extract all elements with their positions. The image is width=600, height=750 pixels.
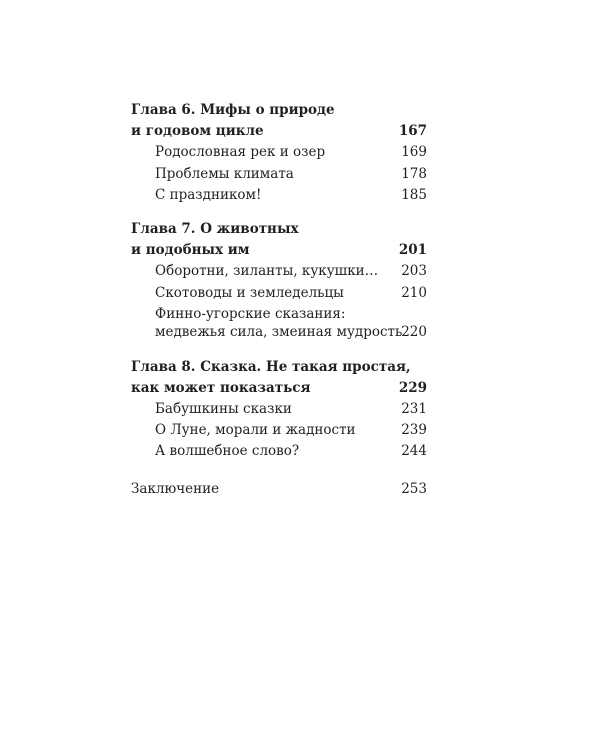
entry-page-number: 185 — [401, 187, 427, 203]
chapter-7-title-line-1 — [131, 218, 427, 240]
toc-entry — [155, 184, 427, 206]
entry-page-number: 203 — [401, 263, 427, 279]
entry-label: А волшебное слово? — [155, 443, 300, 459]
chapter-page-number: 201 — [398, 242, 427, 258]
chapter-title-text: Глава 7. О животных — [131, 221, 299, 237]
entry-label: Оборотни, зиланты, кукушки… — [155, 263, 379, 279]
entry-label: О Луне, морали и жадности — [155, 422, 356, 438]
chapter-page-number: 229 — [398, 380, 427, 396]
conclusion-entry — [131, 478, 427, 500]
toc-entry — [155, 260, 427, 282]
chapter-7-title-line-2 — [131, 239, 427, 261]
toc-entry — [155, 398, 427, 420]
entry-page-number: 178 — [401, 166, 427, 182]
chapter-6-title-line-1 — [131, 99, 427, 121]
chapter-8-title-line-2 — [131, 377, 427, 399]
entry-label: Скотоводы и земледельцы — [155, 285, 344, 301]
entry-label: медвежья сила, змеиная мудрость — [155, 324, 403, 340]
entry-label: Бабушкины сказки — [155, 401, 292, 417]
entry-label: С праздником! — [155, 187, 262, 203]
entry-page-number: 210 — [401, 285, 427, 301]
chapter-title-text: как может показаться — [131, 380, 311, 396]
entry-label: Родословная рек и озер — [155, 144, 326, 160]
entry-page-number: 220 — [401, 324, 427, 340]
chapter-title-text: Глава 6. Мифы о природе — [131, 102, 335, 118]
toc-entry-multiline-continued — [155, 321, 427, 343]
chapter-page-number: 167 — [398, 123, 427, 139]
entry-label: Проблемы климата — [155, 166, 294, 182]
chapter-title-text: и подобных им — [131, 242, 250, 258]
toc-entry — [155, 141, 427, 163]
entry-page-number: 239 — [401, 422, 427, 438]
entry-page-number: 231 — [401, 401, 427, 417]
toc-entry — [155, 419, 427, 441]
toc-entry — [155, 282, 427, 304]
chapter-title-text: и годовом цикле — [131, 123, 264, 139]
chapter-8-title-line-1 — [131, 356, 427, 378]
toc-entry — [155, 440, 427, 462]
entry-page-number: 244 — [401, 443, 427, 459]
entry-page-number: 169 — [401, 144, 427, 160]
chapter-title-text: Глава 8. Сказка. Не такая простая, — [131, 359, 411, 375]
chapter-6-title-line-2 — [131, 120, 427, 142]
toc-entry — [155, 163, 427, 185]
conclusion-label: Заключение — [131, 481, 220, 497]
conclusion-page-number: 253 — [401, 481, 427, 497]
entry-label: Финно-угорские сказания: — [155, 306, 346, 322]
